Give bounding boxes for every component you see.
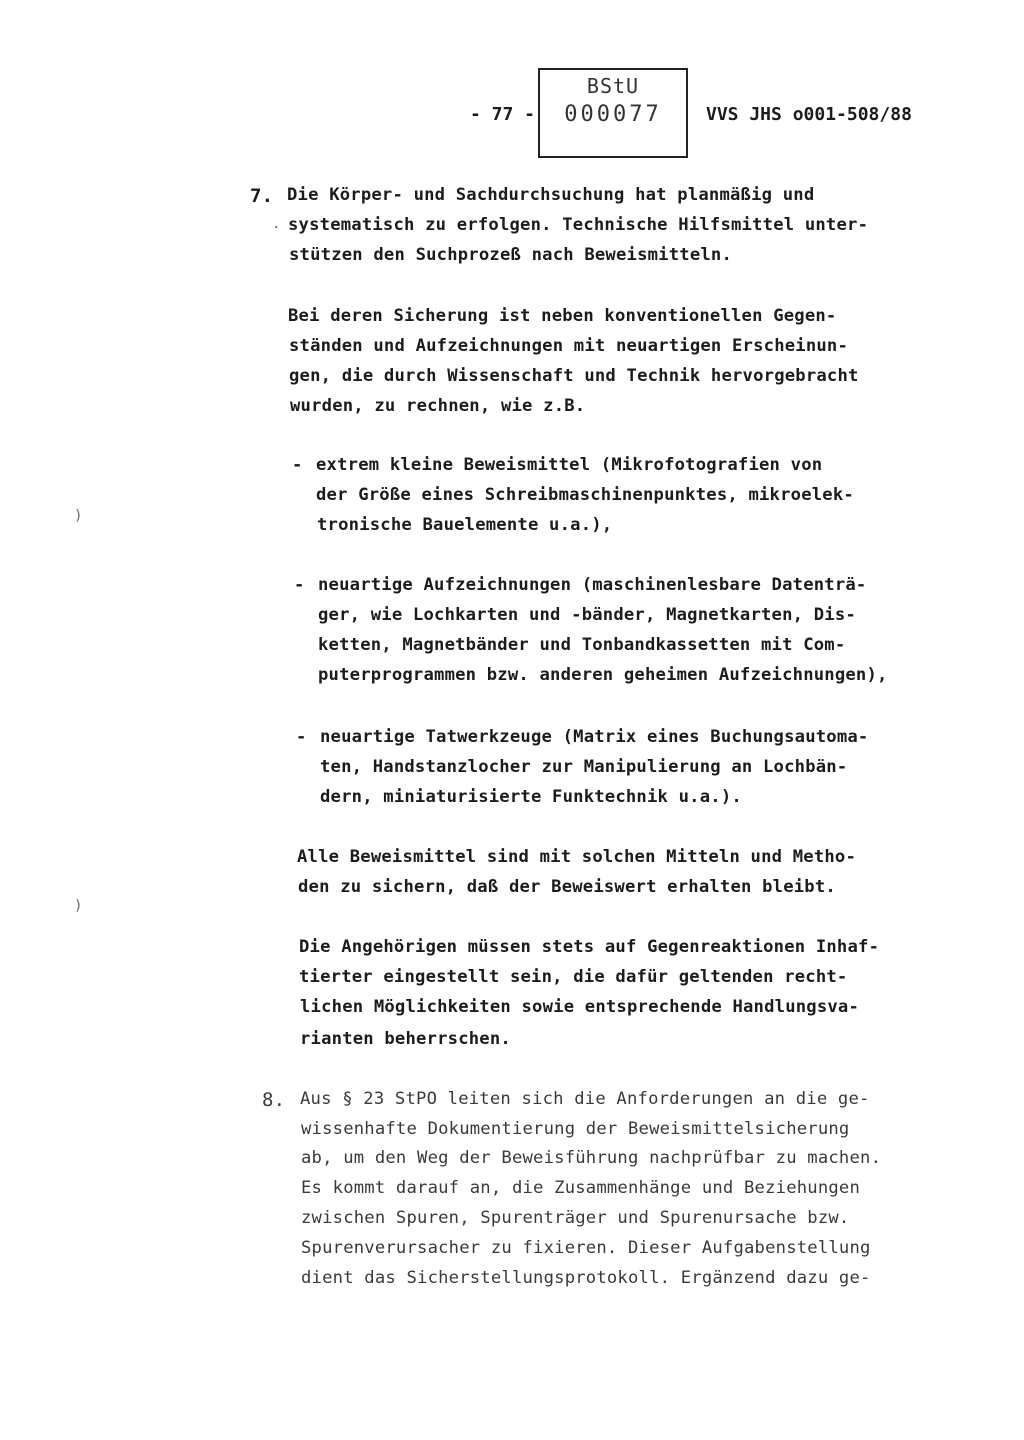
bullet-line: neuartige Tatwerkzeuge (Matrix eines Buchungsautoma- <box>320 727 869 747</box>
bullet-line: puterprogrammen bzw. anderen geheimen Aufzeichnungen), <box>318 665 888 685</box>
bullet-line: dern, miniaturisierte Funktechnik u.a.). <box>320 787 742 807</box>
item-8-line: wissenhafte Dokumentierung der Beweismittelsicherung <box>301 1119 850 1139</box>
paragraph-line: tierter eingestellt sein, die dafür geltenden recht- <box>299 967 848 987</box>
item-8-line: ab, um den Weg der Beweisführung nachprüfbar zu machen. <box>301 1148 882 1168</box>
paragraph-line: Alle Beweismittel sind mit solchen Mitteln und Metho- <box>297 847 857 867</box>
item-8-number: 8. <box>262 1089 286 1111</box>
bullet-line: extrem kleine Beweismittel (Mikrofotografien von <box>316 455 823 475</box>
bullet-dash: - <box>296 727 307 747</box>
item-8-line: Aus § 23 StPO leiten sich die Anforderungen an die ge- <box>300 1089 870 1109</box>
bullet-line: ten, Handstanzlocher zur Manipulierung an Lochbän- <box>320 757 848 777</box>
bullet-line: neuartige Aufzeichnungen (maschinenlesbare Datenträ- <box>318 575 867 595</box>
paragraph-line: Die Angehörigen müssen stets auf Gegenreaktionen Inhaf- <box>299 937 880 957</box>
item-7-number: 7. <box>250 185 274 207</box>
scan-dot: · <box>272 220 281 236</box>
archive-stamp <box>538 68 688 158</box>
paragraph-line: rianten beherrschen. <box>300 1029 511 1049</box>
paragraph-line: wurden, zu rechnen, wie z.B. <box>290 396 586 416</box>
item-7-line: systematisch zu erfolgen. Technische Hilfsmittel unter- <box>288 215 869 235</box>
item-7-line: Die Körper- und Sachdurchsuchung hat planmäßig und <box>287 185 815 205</box>
bullet-line: ger, wie Lochkarten und -bänder, Magnetkarten, Dis- <box>318 605 856 625</box>
paragraph-line: lichen Möglichkeiten sowie entsprechende Handlungsva- <box>300 997 860 1017</box>
bullet-dash: - <box>292 455 303 475</box>
paragraph-line: ständen und Aufzeichnungen mit neuartigen Erscheinun- <box>289 336 849 356</box>
paragraph-line: gen, die durch Wissenschaft und Technik hervorgebracht <box>289 366 859 386</box>
item-7-line: stützen den Suchprozeß nach Beweismitteln. <box>289 245 733 265</box>
item-8-line: zwischen Spuren, Spurenträger und Spurenursache bzw. <box>301 1208 850 1228</box>
bullet-line: ketten, Magnetbänder und Tonbandkassetten mit Com- <box>318 635 846 655</box>
paragraph-line: Bei deren Sicherung ist neben konventionellen Gegen- <box>288 306 837 326</box>
item-8-line: dient das Sicherstellungsprotokoll. Ergänzend dazu ge- <box>301 1268 871 1288</box>
page-number: - 77 - <box>470 104 536 125</box>
bullet-line: tronische Bauelemente u.a.), <box>317 515 613 535</box>
bullet-dash: - <box>294 575 305 595</box>
bullet-line: der Größe eines Schreibmaschinenpunktes, mikroelek- <box>316 485 854 505</box>
paragraph-line: den zu sichern, daß der Beweiswert erhalten bleibt. <box>298 877 836 897</box>
stamp-title: BStU <box>586 74 640 98</box>
document-reference: VVS JHS o001-508/88 <box>706 104 912 125</box>
stamp-number: 000077 <box>564 102 662 127</box>
item-8-line: Spurenverursacher zu fixieren. Dieser Aufgabenstellung <box>301 1238 871 1258</box>
punch-hole-mark: ) <box>74 508 83 524</box>
item-8-line: Es kommt darauf an, die Zusammenhänge und Beziehungen <box>301 1178 861 1198</box>
punch-hole-mark: ) <box>74 898 83 914</box>
